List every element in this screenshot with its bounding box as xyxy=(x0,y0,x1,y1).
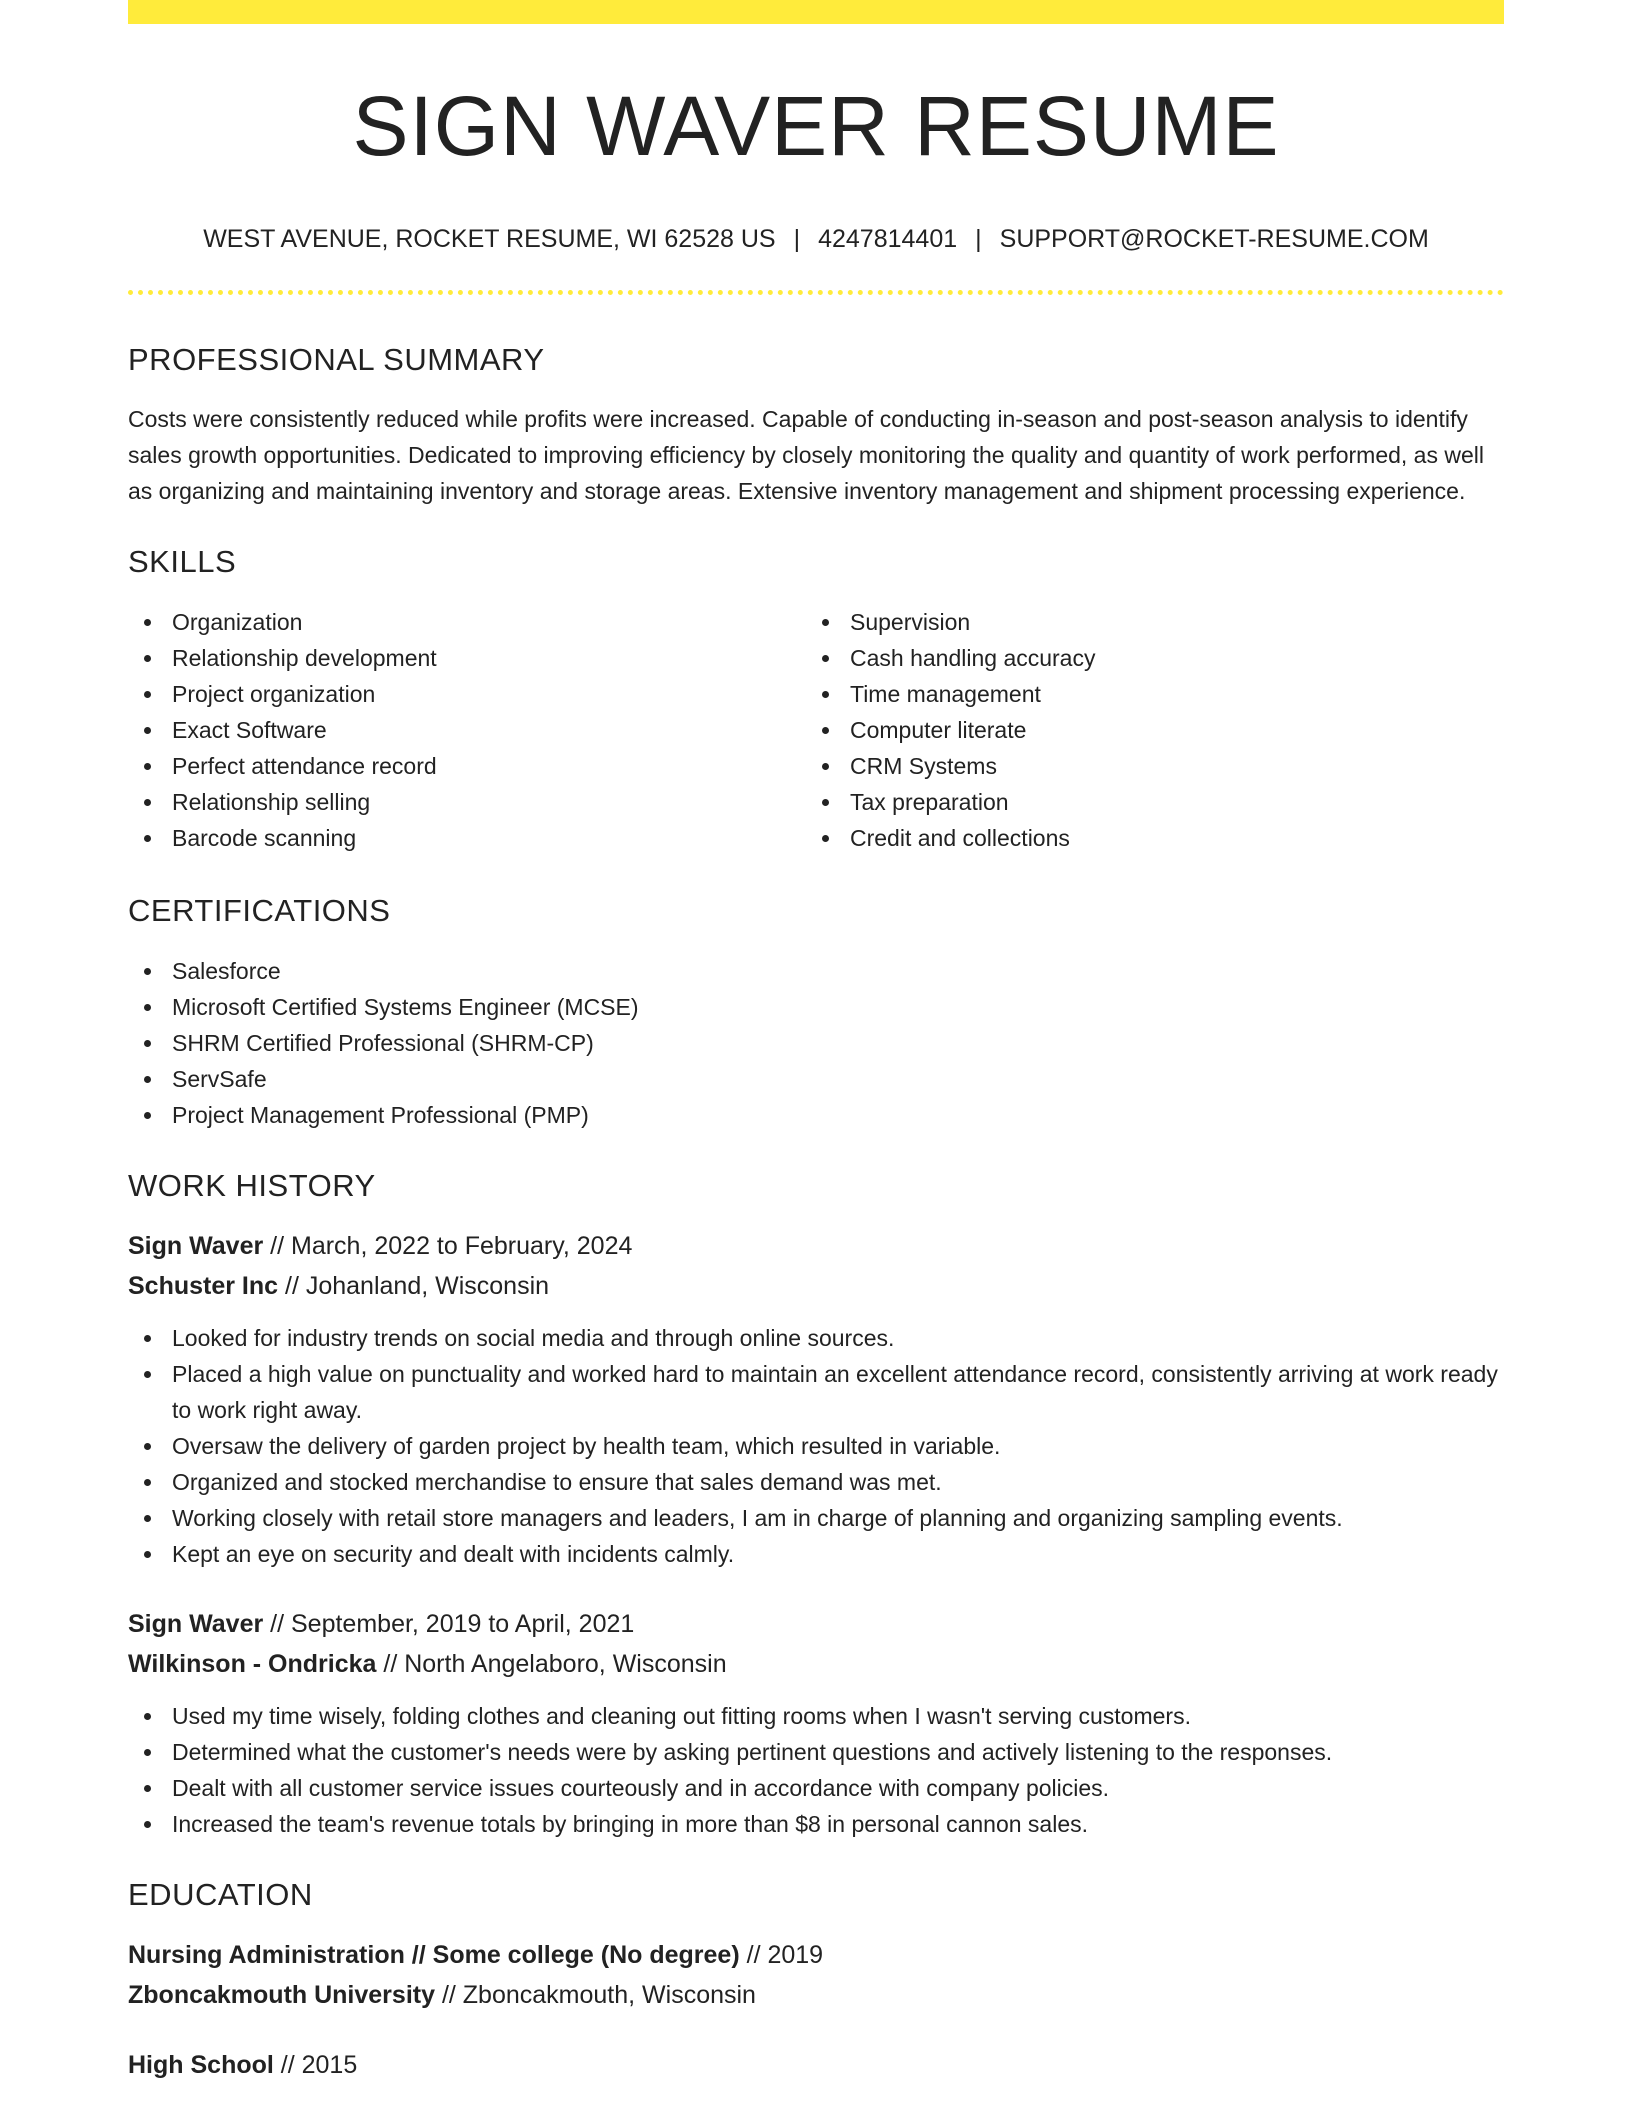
skill-item: Computer literate xyxy=(806,712,1484,748)
skills-column-right xyxy=(806,604,1484,856)
skill-item: Credit and collections xyxy=(806,820,1484,856)
skill-item: Barcode scanning xyxy=(128,820,806,856)
job-bullet: Dealt with all customer service issues courteously and in accordance with company policies. xyxy=(128,1770,1504,1806)
certification-item: Microsoft Certified Systems Engineer (MCSE) xyxy=(128,989,1504,1025)
section-title-education: EDUCATION xyxy=(128,1877,313,1913)
section-title-skills: SKILLS xyxy=(128,543,237,579)
skill-item: Supervision xyxy=(806,604,1484,640)
contact-phone: 4247814401 xyxy=(818,225,958,254)
resume-title: SIGN WAVER RESUME xyxy=(352,79,1280,173)
job-bullet: Working closely with retail store managers and leaders, I am in charge of planning and organizing sampling events. xyxy=(128,1500,1504,1536)
job-location: // North Angelaboro, Wisconsin xyxy=(376,1650,727,1679)
education-school: Zboncakmouth University xyxy=(128,1981,435,2010)
skill-item: Exact Software xyxy=(128,712,806,748)
job-bullet: Determined what the customer's needs were by asking pertinent questions and actively listening to the responses. xyxy=(128,1734,1504,1770)
resume-page xyxy=(128,0,1504,2085)
contact-separator: | xyxy=(975,225,982,254)
job-bullet: Looked for industry trends on social media and through online sources. xyxy=(128,1320,1504,1356)
skill-item: Perfect attendance record xyxy=(128,748,806,784)
skills-column-left xyxy=(128,604,806,856)
job-company: Wilkinson - Ondricka xyxy=(128,1650,377,1679)
job-bullet: Oversaw the delivery of garden project by health team, which resulted in variable. xyxy=(128,1428,1504,1464)
skill-item: CRM Systems xyxy=(806,748,1484,784)
education-degree-line xyxy=(128,1935,1504,1975)
certification-item: ServSafe xyxy=(128,1061,1504,1097)
education-location: // Zboncakmouth, Wisconsin xyxy=(435,1981,756,2010)
job-role: Sign Waver xyxy=(128,1610,264,1639)
education-degree-line xyxy=(128,2045,1504,2085)
skill-item: Time management xyxy=(806,676,1484,712)
skills-grid xyxy=(128,604,1504,856)
job-bullet: Placed a high value on punctuality and worked hard to maintain an excellent attendance record, consistently arriving at work ready to work right away. xyxy=(128,1356,1504,1428)
section-title-summary: PROFESSIONAL SUMMARY xyxy=(128,342,545,378)
contact-address: WEST AVENUE, ROCKET RESUME, WI 62528 US xyxy=(203,225,776,254)
dotted-divider xyxy=(128,290,1504,295)
certifications-list xyxy=(128,953,1504,1133)
job-role-line xyxy=(128,1604,1504,1644)
job-role: Sign Waver xyxy=(128,1232,264,1261)
skill-item: Organization xyxy=(128,604,806,640)
certification-item: Project Management Professional (PMP) xyxy=(128,1097,1504,1133)
skill-item: Project organization xyxy=(128,676,806,712)
certification-item: SHRM Certified Professional (SHRM-CP) xyxy=(128,1025,1504,1061)
job-location: // Johanland, Wisconsin xyxy=(278,1272,550,1301)
job-bullets xyxy=(128,1698,1504,1842)
job-bullet: Kept an eye on security and dealt with incidents calmly. xyxy=(128,1536,1504,1572)
contact-line xyxy=(128,224,1504,254)
education-school-line xyxy=(128,1975,1504,2015)
certification-item: Salesforce xyxy=(128,953,1504,989)
top-accent-bar xyxy=(128,0,1504,24)
job-bullet: Organized and stocked merchandise to ensure that sales demand was met. xyxy=(128,1464,1504,1500)
job-bullets xyxy=(128,1320,1504,1572)
skill-item: Tax preparation xyxy=(806,784,1484,820)
education-year: // 2015 xyxy=(273,2051,358,2080)
skill-item: Relationship selling xyxy=(128,784,806,820)
job-bullet: Increased the team's revenue totals by bringing in more than $8 in personal cannon sales. xyxy=(128,1806,1504,1842)
education-year: // 2019 xyxy=(739,1941,824,1970)
section-title-work-history: WORK HISTORY xyxy=(128,1167,376,1203)
job-company: Schuster Inc xyxy=(128,1272,279,1301)
skill-item: Cash handling accuracy xyxy=(806,640,1484,676)
contact-separator: | xyxy=(793,225,801,254)
contact-email: SUPPORT@ROCKET-RESUME.COM xyxy=(999,225,1429,254)
education-degree: Nursing Administration // Some college (No degree) xyxy=(128,1941,740,1970)
skill-item: Relationship development xyxy=(128,640,806,676)
section-title-certifications: CERTIFICATIONS xyxy=(128,892,391,928)
job-bullet: Used my time wisely, folding clothes and cleaning out fitting rooms when I wasn't serving customers. xyxy=(128,1698,1504,1734)
education-degree: High School xyxy=(128,2051,274,2080)
job-dates: // March, 2022 to February, 2024 xyxy=(263,1232,633,1261)
summary-text: Costs were consistently reduced while profits were increased. Capable of conducting in-season and post-season analysis to identify sales growth opportunities. Dedicated to improving efficiency by closely monitoring the quality and quantity of work performed, as well as organizing and maintaining inventory and storage areas. Extensive inventory management and shipment processing experience. xyxy=(128,405,1484,504)
job-role-line xyxy=(128,1226,1504,1266)
job-company-line xyxy=(128,1266,1504,1306)
job-company-line xyxy=(128,1644,1504,1684)
job-dates: // September, 2019 to April, 2021 xyxy=(263,1610,635,1639)
